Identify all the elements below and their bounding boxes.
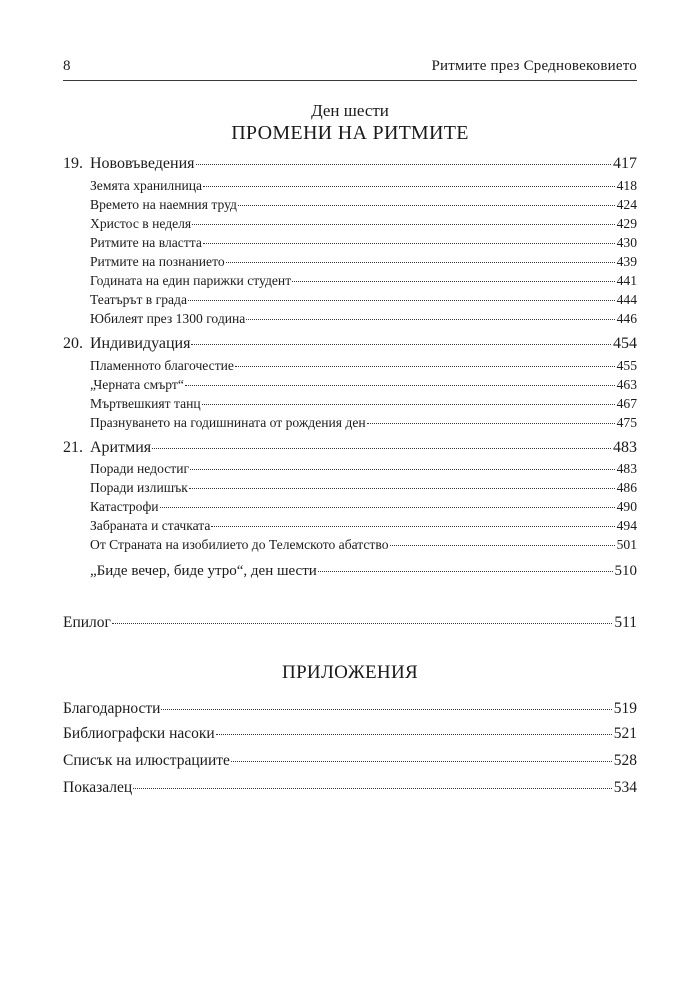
toc-item-page: 494 <box>616 518 637 533</box>
toc-item-page: 501 <box>616 537 637 552</box>
toc-item-page: 534 <box>613 779 637 796</box>
dot-leader <box>318 571 613 572</box>
chapter-page: 417 <box>613 155 637 172</box>
dot-leader <box>196 164 611 165</box>
dot-leader <box>226 262 615 263</box>
toc-item[interactable] <box>90 415 637 431</box>
chapter-number: 20. <box>63 335 83 352</box>
toc-item-title: Поради излишък <box>90 480 188 495</box>
toc-item-title: Списък на илюстрациите <box>63 752 230 769</box>
toc-item[interactable] <box>90 292 637 308</box>
toc-item-title: Епилог <box>63 614 111 631</box>
toc-appendix-item[interactable] <box>63 725 637 743</box>
toc-item-page: 467 <box>616 396 637 411</box>
toc-item-title: От Страната на изобилието до Телемското абатство <box>90 537 389 552</box>
dot-leader <box>203 186 615 187</box>
toc-item-title: Юбилеят през 1300 година <box>90 311 246 326</box>
toc-item-page: 486 <box>616 480 637 495</box>
dot-leader <box>216 734 612 735</box>
chapter-number: 21. <box>63 439 83 456</box>
dot-leader <box>190 469 615 470</box>
toc-item[interactable] <box>90 396 637 412</box>
section-title: ПРОМЕНИ НА РИТМИТЕ <box>231 122 469 144</box>
dot-leader <box>203 243 615 244</box>
toc-item[interactable] <box>90 311 637 327</box>
toc-item-title: Пламенното благочестие <box>90 358 234 373</box>
toc-appendix-item[interactable] <box>63 752 637 770</box>
toc-chapter-20[interactable] <box>63 335 637 353</box>
dot-leader <box>202 404 615 405</box>
dot-leader <box>211 526 614 527</box>
dot-leader <box>292 281 614 282</box>
toc-item[interactable] <box>90 480 637 496</box>
toc-item-title: „Черната смърт“ <box>90 377 184 392</box>
toc-item[interactable] <box>90 235 637 251</box>
dot-leader <box>238 205 615 206</box>
dot-leader <box>188 300 615 301</box>
dot-leader <box>192 224 614 225</box>
toc-item[interactable] <box>90 178 637 194</box>
toc-item[interactable] <box>90 358 637 374</box>
dot-leader <box>161 709 611 710</box>
toc-item-page: 528 <box>613 752 637 769</box>
toc-item[interactable] <box>90 273 637 289</box>
toc-epilogue[interactable] <box>63 614 637 632</box>
dot-leader <box>367 423 615 424</box>
toc-item-page: 521 <box>613 725 637 742</box>
chapter-title: Индивидуация <box>90 335 191 352</box>
toc-item-title: Годината на един парижки студент <box>90 273 292 288</box>
toc-item-page: 441 <box>616 273 637 288</box>
toc-item-page: 483 <box>616 461 637 476</box>
toc-item-page: 418 <box>616 178 637 193</box>
toc-item[interactable] <box>90 537 637 553</box>
toc-item-page: 424 <box>616 197 637 212</box>
toc-item[interactable] <box>90 518 637 534</box>
toc-item-title: Времето на наемния труд <box>90 197 237 212</box>
toc-item-page: 511 <box>614 614 637 631</box>
toc-item-page: 490 <box>616 499 637 514</box>
dot-leader <box>152 448 611 449</box>
toc-item-page: 475 <box>616 415 637 430</box>
toc-item-title: Забраната и стачката <box>90 518 211 533</box>
toc-item[interactable] <box>90 499 637 515</box>
toc-item-title: Ритмите на познанието <box>90 254 225 269</box>
header-rule <box>63 80 637 81</box>
chapter-title: Аритмия <box>90 439 152 456</box>
toc-item-title: Мъртвешкият танц <box>90 396 201 411</box>
dot-leader <box>235 366 615 367</box>
chapter-page: 483 <box>613 439 637 456</box>
toc-chapter-21[interactable] <box>63 439 637 457</box>
toc-item-title: Библиографски насоки <box>63 725 215 742</box>
toc-item-page: 519 <box>613 700 637 717</box>
toc-item-title: Ритмите на властта <box>90 235 202 250</box>
dot-leader <box>112 623 612 624</box>
page-number: 8 <box>63 58 71 74</box>
dot-leader <box>231 761 612 762</box>
toc-appendix-item[interactable] <box>63 700 637 718</box>
toc-item-page: 430 <box>616 235 637 250</box>
chapter-title: Нововъведения <box>90 155 195 172</box>
toc-item-title: Катастрофи <box>90 499 159 514</box>
toc-chapter-19[interactable] <box>63 155 637 173</box>
toc-item[interactable] <box>90 461 637 477</box>
toc-item-title: Празнуването на годишнината от рождения ден <box>90 415 366 430</box>
dot-leader <box>185 385 615 386</box>
chapter-page: 454 <box>613 335 637 352</box>
toc-item-page: 444 <box>616 292 637 307</box>
toc-item[interactable] <box>90 377 637 393</box>
appendix-title: ПРИЛОЖЕНИЯ <box>282 662 418 683</box>
toc-item-title: Христос в неделя <box>90 216 192 231</box>
dot-leader <box>390 545 615 546</box>
toc-item[interactable] <box>90 216 637 232</box>
section-label: Ден шести <box>311 101 389 120</box>
toc-item-page: 455 <box>616 358 637 373</box>
running-title: Ритмите през Средновековието <box>431 58 637 74</box>
toc-closing-item[interactable] <box>90 563 637 580</box>
dot-leader <box>133 788 612 789</box>
running-header <box>63 58 637 80</box>
toc-item-title: Земята хранилница <box>90 178 203 193</box>
toc-item[interactable] <box>90 197 637 213</box>
dot-leader <box>160 507 615 508</box>
toc-item-title: Показалец <box>63 779 133 796</box>
toc-item-title: Поради недостиг <box>90 461 190 476</box>
toc-item-title: Театърът в града <box>90 292 187 307</box>
toc-item-page: 439 <box>616 254 637 269</box>
dot-leader <box>191 344 611 345</box>
chapter-number: 19. <box>63 155 83 172</box>
dot-leader <box>189 488 615 489</box>
dot-leader <box>246 319 614 320</box>
toc-item-page: 463 <box>616 377 637 392</box>
toc-item-page: 446 <box>616 311 637 326</box>
toc-item-page: 510 <box>614 563 637 579</box>
toc-item[interactable] <box>90 254 637 270</box>
toc-item-page: 429 <box>616 216 637 231</box>
toc-item-title: Благодарности <box>63 700 161 717</box>
toc-item-title: „Биде вечер, биде утро“, ден шести <box>90 563 317 579</box>
toc-appendix-item[interactable] <box>63 779 637 797</box>
